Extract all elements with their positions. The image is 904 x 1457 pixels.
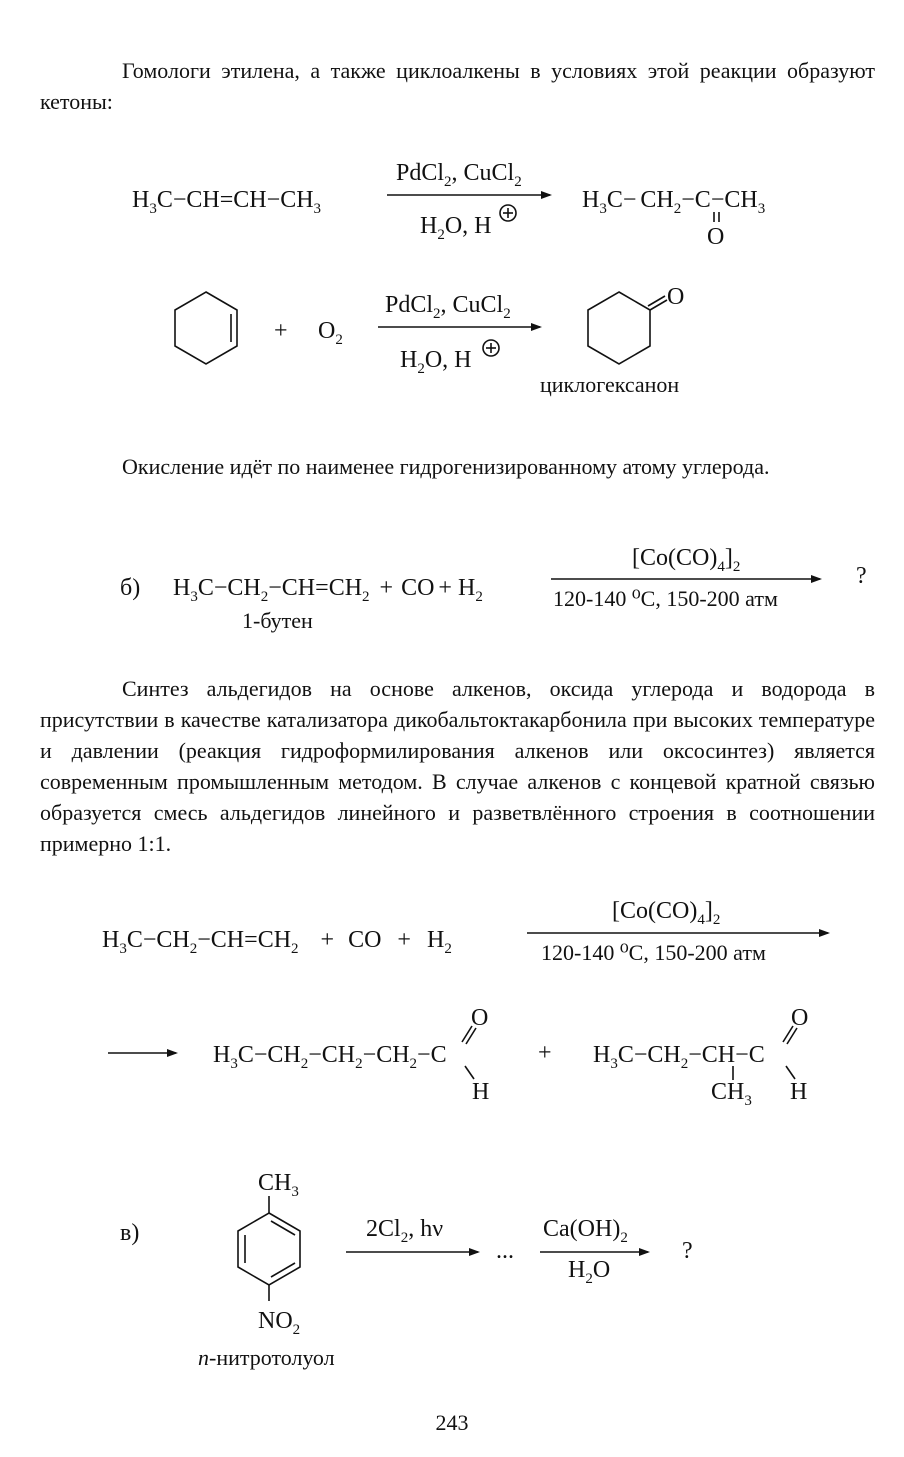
arrow-head — [541, 191, 552, 199]
synthesis-text: Синтез альдегидов на основе алкенов, оксида углерода и водорода в присутствии в качестве катализатора дикобальтоктакарбонила при высоких температуре и давлении (реакция гидроформилирования алкенов или оксосинтез) является современным промышленным методом. В случае алкенов с концевой кратной связью образуется смесь альдегидов линейного и разветвлённого строения в соотношении примерно 1:1. — [40, 676, 875, 856]
catalyst-bottom: $H_2O$, H — [420, 213, 492, 243]
svg-text:O: O — [667, 284, 685, 310]
chlorination-reagent: $2Cl_2$, hν — [366, 1216, 444, 1246]
ketone-oxygen: O — [707, 224, 725, 250]
reactants: $H_3C-CH_2-CH=CH_2$ + CO + $H_2$ — [102, 927, 452, 957]
svg-text:+: + — [274, 318, 288, 344]
catalyst-top: PdCl$_2$, CuCl$_2$ — [396, 160, 522, 190]
question-mark-2: ? — [682, 1238, 693, 1264]
oxidation-text: Окисление идёт по наименее гидрогенизированному атому углерода. — [122, 454, 770, 479]
linear-aldehyde: $H_3C-CH_2-CH_2-CH_2-C$ — [213, 1042, 447, 1072]
product-ketone: $H_3C- CH_2-C-CH_3$ — [582, 187, 766, 217]
co-catalyst: $[Co(CO)_4]_2$ — [632, 545, 741, 575]
reaction-hydroformylation — [0, 890, 904, 1110]
oxidation-paragraph — [40, 451, 875, 482]
oxygen-reagent: $O_2$ — [318, 318, 343, 348]
svg-text:H: H — [472, 1079, 490, 1105]
methyl-branch: $CH_3$ — [711, 1079, 752, 1109]
butene-label: 1-бутен — [242, 608, 313, 633]
butene-formula: $H_3C-CH_2-CH=CH_2$ + CO + $H_2$ — [173, 575, 483, 605]
catalyst-bottom-2: $H_2O$, H — [400, 347, 472, 377]
intro-text: Гомологи этилена, а также циклоалкены в условиях этой реакции образуют кетоны: — [40, 58, 875, 114]
reaction-cyclohexene — [0, 280, 904, 400]
reactant-formula: $H_3C-CH=CH-CH_3$ — [132, 187, 322, 217]
part-b-label: б) — [120, 575, 141, 601]
svg-text:O: O — [791, 1005, 809, 1031]
cyclohexene-ring — [175, 292, 237, 364]
page-number: 243 — [435, 1410, 469, 1435]
conditions-2: 120-140 ⁰С, 150-200 атм — [541, 940, 766, 965]
cyclohexanone-ring — [588, 292, 650, 364]
branched-aldehyde: $H_3C-CH_2-CH-C$ — [593, 1042, 765, 1072]
intro-paragraph — [40, 55, 875, 117]
benzene-ring — [238, 1213, 300, 1285]
catalyst-top-2: PdCl$_2$, CuCl$_2$ — [385, 292, 511, 322]
water-reagent: $H_2O$ — [568, 1257, 611, 1287]
svg-text:+: + — [538, 1040, 552, 1066]
co-catalyst-2: $[Co(CO)_4]_2$ — [612, 898, 721, 928]
synthesis-paragraph — [40, 673, 875, 859]
methyl-group: $CH_3$ — [258, 1170, 299, 1200]
conditions: 120-140 ⁰С, 150-200 атм — [553, 586, 778, 611]
reaction-part-b — [0, 535, 904, 635]
svg-text:O: O — [471, 1005, 489, 1031]
question-mark: ? — [856, 563, 867, 589]
cyclohexanone-label: циклогексанон — [540, 372, 680, 397]
nitro-group: $NO_2$ — [258, 1308, 301, 1338]
reaction-part-v — [0, 1165, 904, 1375]
part-v-label: в) — [120, 1220, 140, 1246]
ellipsis: ... — [496, 1238, 514, 1264]
reaction-butene-to-ketone — [0, 150, 904, 250]
nitrotoluene-label: n-нитротолуол — [198, 1345, 335, 1370]
hydrolysis-reagent: $Ca(OH)_2$ — [543, 1216, 628, 1246]
svg-text:H: H — [790, 1079, 808, 1105]
